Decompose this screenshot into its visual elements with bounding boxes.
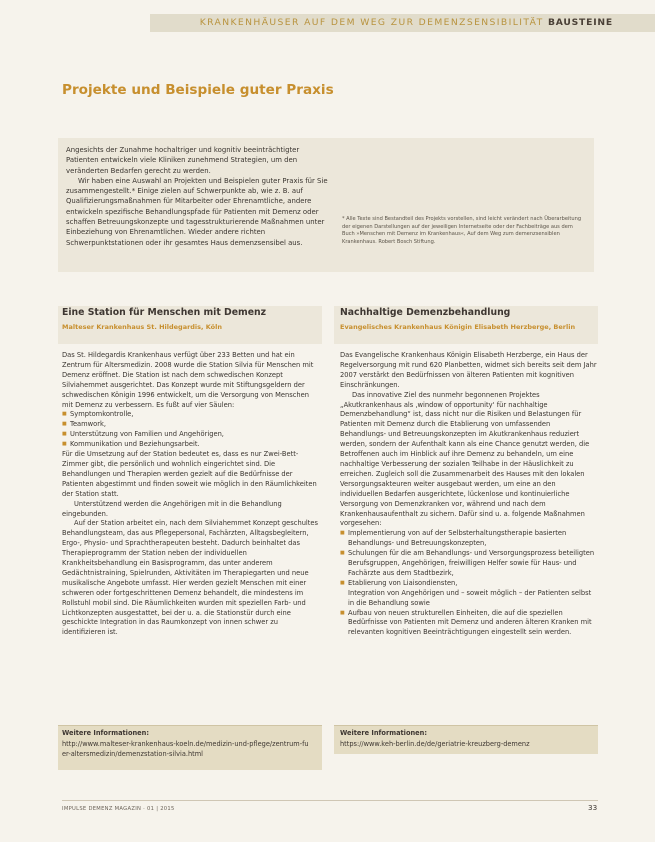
running-header bbox=[200, 17, 613, 28]
body-paragraph: Unterstützend werden die Angehörigen mit in die Behandlung eingebunden. bbox=[62, 499, 282, 518]
page-title: Projekte und Beispiele guter Praxis bbox=[62, 82, 334, 98]
footer-publication: IMPULSE DEMENZ MAGAZIN · 01 | 2015 bbox=[62, 806, 175, 812]
list-item-continuation: Integration von Angehörigen und – soweit möglich – der Patienten selbst in die Behandlung sowie bbox=[348, 588, 592, 607]
left-section-subtitle: Malteser Krankenhaus St. Hildegardis, Köln bbox=[62, 323, 223, 331]
running-title: KRANKENHÄUSER AUF DEM WEG ZUR DEMENZSENSIBILITÄT bbox=[199, 17, 544, 28]
list-item bbox=[340, 579, 598, 609]
right-section-body bbox=[340, 351, 598, 638]
right-section-title: Nachhaltige Demenzbehandlung bbox=[340, 307, 511, 318]
body-paragraph: Das innovative Ziel des nunmehr begonnenen Projektes „Akutkrankenhaus als ‚window of opportunity‘ für nachhaltige Demenzbehandlung“ ist, dass nicht nur die Risiken und Belastungen für Patienten mit Demenz durch die Etablierung von umfassenden Behandlungs- und Betreuungskonzepten im Akutkrankenhaus reduziert werden, sondern der Aufenthalt kann als eine Chance genutzt werden, die Betroffenen auch im Hinblick auf ihre Demenz zu behandeln, um eine nachhaltige Verbesserung der sozialen Teilhabe in der Häuslichkeit zu erreichen. Zugleich soll die Zusammenarbeit des Hauses mit den lokalen Versorgungsakteuren weiter ausgebaut werden, um eine an den individuellen Bedarfen ausgerichtete, lückenlose und kontinuierliche Versorgung von Demenzkranken vor, während und nach dem Krankenhausaufenthalt zu sichern. Dafür sind u. a. folgende Maßnahmen vorgesehen: bbox=[340, 390, 590, 528]
list-item: ■ Schulungen für die am Behandlungs- und Versorgungsprozess beteiligten Berufsgruppen, Angehörigen, freiwilligen Helfer sowie für Haus- und Fachärzte aus dem Stadtbezirk, bbox=[340, 549, 598, 579]
measures-list bbox=[340, 529, 598, 638]
list-item: ■ Aufbau von neuen strukturellen Einheiten, die auf die speziellen Bedürfnisse von Patienten mit Demenz und anderen älteren Kranken mit relevanten kognitiven Beeinträchtigungen eingestellt sein werden. bbox=[340, 609, 598, 639]
body-paragraph: Das Evangelische Krankenhaus Königin Elisabeth Herzberge, ein Haus der Regelversorgung mit rund 620 Planbetten, widmet sich bereits seit dem Jahr 2007 verstärkt den Bedürfnissen von älteren Patienten mit kognitiven Einschränkungen. bbox=[340, 351, 597, 389]
pillar-list bbox=[62, 410, 320, 450]
body-paragraph: Auf der Station arbeitet ein, nach dem Silviahemmet Konzept geschultes Behandlungsteam, das aus Pflegepersonal, Fachärzten, Alltagsbegleitern, Ergo-, Physio- und Sprachtherapeuten besteht. Dadurch beinhaltet das Therapieprogramm der Station neben der individuellen Krankheitsbehandlung ein Basisprogramm, das unter anderem Gedächtnistraining, Spielrunden, Aktivitäten im Therapiegarten und neue musikalische Angebote umfasst. Hier werden gezielt Menschen mit einer schweren oder fortgeschrittenen Demenz behandelt, die mindestens im Rollstuhl mobil sind. Die Räumlichkeiten wurden mit speziellen Farb- und Lichtkonzepten ausgestattet, bei der u. a. die Stationstür durch eine geschickte Integration in das Raumkonzept von innen schwer zu identifizieren ist. bbox=[62, 519, 319, 637]
left-section-body bbox=[62, 351, 320, 638]
body-paragraph: Das St. Hildegardis Krankenhaus verfügt über 233 Betten und hat ein Zentrum für Altersmedizin. 2008 wurde die Station Silvia für Menschen mit Demenz eröffnet. Die Station ist nach dem schwedischen Konzept Silviahemmet ausgerichtet. Das Konzept wurde mit Stiftungsgeldern der schwedischen Königin 1996 entwickelt, um die Versorgung von Menschen mit Demenz zu verbessern. Es fußt auf vier Säulen: bbox=[62, 351, 314, 409]
left-info-label: Weitere Informationen: bbox=[62, 729, 149, 737]
list-item: ■ Teamwork, bbox=[62, 420, 320, 430]
intro-footnote: * Alle Texte sind Bestandteil des Projekts vorstellen, sind leicht verändert nach Überarbeitung der eigenen Darstellungen auf der jeweiligen Internetseite oder der Fachbeiträge aus dem Buch »Menschen mit Demenz im Krankenhaus«, Auf dem Weg zum demenzsensiblen Krankenhaus. Robert Bosch Stiftung. bbox=[342, 216, 582, 245]
page-number: 33 bbox=[588, 803, 598, 812]
intro-text bbox=[66, 145, 328, 248]
left-info-link[interactable]: http://www.malteser-krankenhaus-koeln.de/medizin-und-pflege/zentrum-fuer-altersmedizin/demenzstation-silvia.html bbox=[62, 740, 309, 758]
list-item: ■ Symptomkontrolle, bbox=[62, 410, 320, 420]
right-info-link[interactable]: https://www.keh-berlin.de/de/geriatrie-kreuzberg-demenz bbox=[340, 740, 530, 748]
list-item-text: Etablierung von Liaisondiensten, bbox=[348, 578, 458, 587]
right-section-subtitle: Evangelisches Krankenhaus Königin Elisabeth Herzberge, Berlin bbox=[340, 323, 576, 331]
section-label: BAUSTEINE bbox=[547, 17, 613, 28]
body-paragraph: Für die Umsetzung auf der Station bedeutet es, dass es nur Zwei-Bett-Zimmer gibt, die persönlich und wohnlich eingerichtet sind. Die Behandlungen und Therapien werden gezielt auf die Bedürfnisse der Patienten abgestimmt und finden soweit wie möglich in den Räumlichkeiten der Station statt. bbox=[62, 450, 317, 498]
intro-paragraph: Wir haben eine Auswahl an Projekten und Beispielen guter Praxis für Sie zusammengestellt.* Einige zielen auf Schwerpunkte ab, wie z. B. auf Qualifizierungsmaßnahmen für Mitarbeiter oder Ehrenamtliche, andere entwickeln spezifische Behandlungspfade für Patienten mit Demenz oder schaffen Betreuungskonzepte und tagesstrukturierende Maßnahmen unter Einbeziehung von Ehrenamtlichen. Wieder andere richten Schwerpunktstationen oder ihr gesamtes Haus demenzsensibel aus. bbox=[66, 176, 328, 247]
left-section-title: Eine Station für Menschen mit Demenz bbox=[62, 307, 267, 318]
list-item: ■ Implementierung von auf der Selbsterhaltungstherapie basierten Behandlungs- und Betreuungskonzepten, bbox=[340, 529, 598, 549]
right-info-label: Weitere Informationen: bbox=[340, 729, 427, 737]
footer-divider bbox=[62, 800, 598, 801]
list-item: ■ Kommunikation und Beziehungsarbeit. bbox=[62, 440, 320, 450]
intro-paragraph: Angesichts der Zunahme hochaltriger und kognitiv beeinträchtigter Patienten entwickeln viele Kliniken zunehmend Strategien, um den veränderten Bedarfen gerecht zu werden. bbox=[66, 146, 300, 175]
list-item: ■ Unterstützung von Familien und Angehörigen, bbox=[62, 430, 320, 440]
